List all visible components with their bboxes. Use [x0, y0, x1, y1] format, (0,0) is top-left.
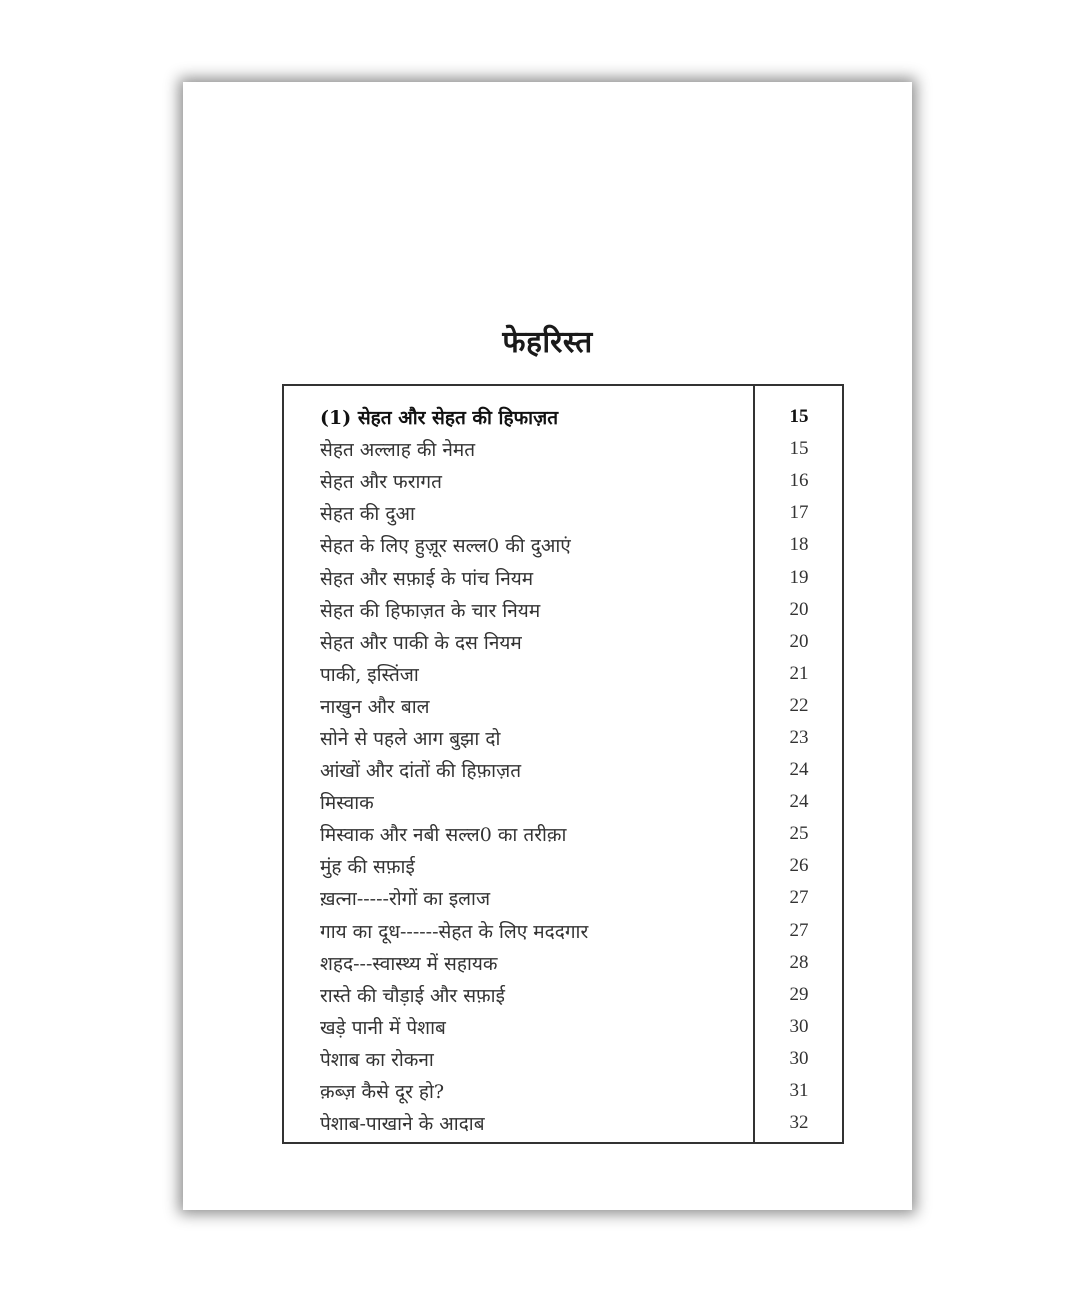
toc-entry-page-number: 19 [789, 566, 809, 588]
toc-entry [320, 433, 830, 465]
toc-entry-label: सेहत की दुआ [320, 503, 415, 526]
toc-entry-label: पाकी, इस्तिंजा [320, 663, 419, 686]
toc-entry [320, 561, 830, 593]
toc-entry [320, 594, 830, 626]
toc-entry [320, 722, 830, 754]
toc-entry-page-number: 23 [789, 726, 809, 748]
toc-entry [320, 786, 830, 818]
toc-entry-label: (1) सेहत और सेहत की हिफाज़त [320, 407, 559, 430]
toc-entry-label: मुंह की सफ़ाई [320, 856, 415, 879]
toc-entry [320, 979, 830, 1011]
toc-entry-page-number: 24 [789, 759, 809, 781]
toc-list [320, 401, 830, 1139]
toc-entry-page-number: 17 [789, 502, 809, 524]
toc-entry [320, 850, 830, 882]
toc-entry-label: सोने से पहले आग बुझा दो [320, 727, 501, 750]
toc-entry-label: गाय का दूध------सेहत के लिए मददगार [320, 920, 589, 943]
toc-entry [320, 1107, 830, 1139]
toc-entry-page-number: 22 [789, 694, 809, 716]
toc-entry-page-number: 30 [789, 1015, 809, 1037]
toc-entry-label: खड़े पानी में पेशाब [320, 1016, 446, 1039]
page-title: फेहरिस्त [502, 325, 593, 360]
toc-entry-label: सेहत और फरागत [320, 471, 442, 494]
toc-entry-label: ख़त्ना-----रोगों का इलाज [320, 888, 491, 911]
toc-entry-label: पेशाब का रोकना [320, 1048, 434, 1071]
toc-entry [320, 1011, 830, 1043]
toc-entry-page-number: 25 [789, 823, 809, 845]
toc-entry-page-number: 16 [789, 470, 809, 492]
toc-entry-label: सेहत के लिए हुज़ूर सल्ल0 की दुआएं [320, 535, 571, 558]
toc-entry [320, 915, 830, 947]
toc-entry-label: सेहत अल्लाह की नेमत [320, 439, 476, 462]
toc-entry [320, 401, 830, 433]
toc-entry-page-number: 15 [789, 406, 809, 428]
toc-entry-page-number: 20 [789, 598, 809, 620]
toc-entry-page-number: 27 [789, 887, 809, 909]
toc-entry [320, 882, 830, 914]
toc-entry-page-number: 29 [789, 983, 809, 1005]
toc-entry-page-number: 18 [789, 534, 809, 556]
toc-entry [320, 754, 830, 786]
book-page [183, 82, 912, 1210]
toc-entry-page-number: 32 [789, 1112, 809, 1134]
toc-entry [320, 626, 830, 658]
toc-entry [320, 497, 830, 529]
toc-entry-label: सेहत और पाकी के दस नियम [320, 631, 522, 654]
toc-entry-page-number: 20 [789, 630, 809, 652]
toc-entry [320, 529, 830, 561]
toc-entry-page-number: 31 [789, 1080, 809, 1102]
toc-entry-label: क़ब्ज़ कैसे दूर हो? [320, 1081, 445, 1104]
toc-entry-label: शहद---स्वास्थ्य में सहायक [320, 952, 498, 975]
toc-entry-page-number: 24 [789, 791, 809, 813]
toc-entry-label: मिस्वाक और नबी सल्ल0 का तरीक़ा [320, 824, 567, 847]
toc-entry-label: नाखुन और बाल [320, 695, 430, 718]
toc-entry-label: सेहत की हिफाज़त के चार नियम [320, 599, 541, 622]
toc-entry-page-number: 21 [789, 662, 809, 684]
toc-entry [320, 465, 830, 497]
toc-entry [320, 690, 830, 722]
toc-entry-label: रास्ते की चौड़ाई और सफ़ाई [320, 984, 505, 1007]
toc-entry-page-number: 30 [789, 1047, 809, 1069]
toc-entry-label: सेहत और सफ़ाई के पांच नियम [320, 567, 534, 590]
toc-entry-label: मिस्वाक [320, 792, 374, 815]
toc-entry [320, 658, 830, 690]
toc-entry [320, 818, 830, 850]
toc-entry [320, 947, 830, 979]
toc-entry-page-number: 27 [789, 919, 809, 941]
toc-entry-page-number: 28 [789, 951, 809, 973]
toc-entry [320, 1043, 830, 1075]
toc-entry-page-number: 15 [789, 438, 809, 460]
toc-entry [320, 1075, 830, 1107]
toc-entry-label: पेशाब-पाखाने के आदाब [320, 1113, 485, 1136]
toc-entry-label: आंखों और दांतों की हिफ़ाज़त [320, 760, 522, 783]
toc-entry-page-number: 26 [789, 855, 809, 877]
